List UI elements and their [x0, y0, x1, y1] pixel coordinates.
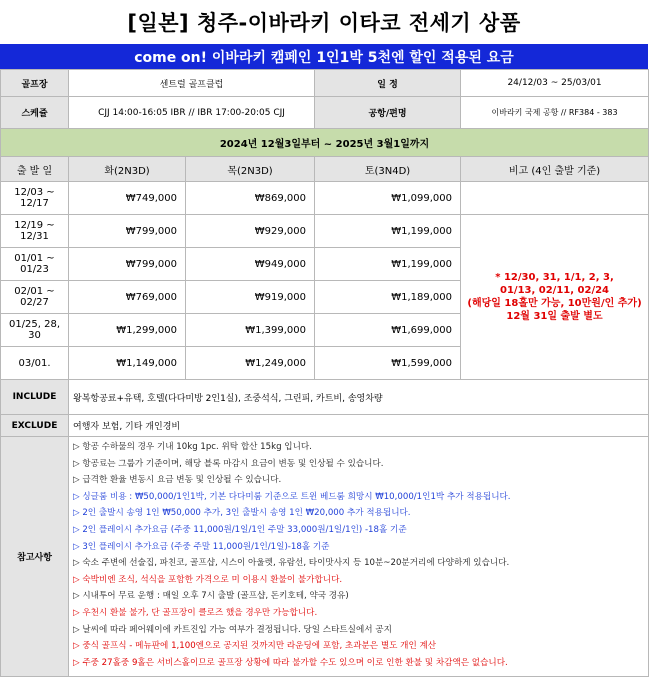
- note-item: ▷ 2인 출발시 송영 1인 ₩50,000 추가, 3인 출발시 송영 1인 ₩20,000 추가 적용됩니다.: [73, 508, 411, 519]
- remark-empty: [461, 182, 649, 215]
- price-thu: ₩869,000: [186, 182, 315, 215]
- price-tue: ₩749,000: [69, 182, 186, 215]
- note-item: ▷ 숙박비엔 조식, 석식을 포함한 가격으로 미 이용시 환불이 불가합니다.: [73, 574, 343, 585]
- include-value: 왕복항공료+유택, 호텔(다다미방 2인1실), 조중석식, 그린피, 카트비, 송영차량: [69, 380, 649, 415]
- price-tue: ₩799,000: [69, 248, 186, 281]
- include-label: INCLUDE: [1, 380, 69, 415]
- note-item: ▷ 싱글룸 비용 : ₩50,000/1인1박, 기본 다다미룸 기준으로 트윈 베드룸 희망시 ₩10,000/1인1박 추가 적용됩니다.: [73, 491, 511, 502]
- notes-label: 참고사항: [1, 437, 69, 677]
- note-item: ▷ 항공료는 그룹가 기준이며, 해당 블록 마감시 요금이 변동 및 인상될 수 있습니다.: [73, 458, 384, 469]
- price-thu: ₩929,000: [186, 215, 315, 248]
- remark-line: 01/13, 02/11, 02/24: [500, 285, 610, 296]
- exclude-label: EXCLUDE: [1, 415, 69, 437]
- row-date: 03/01.: [1, 347, 69, 380]
- price-tue: ₩769,000: [69, 281, 186, 314]
- row-date: 12/19 ~ 12/31: [1, 215, 69, 248]
- price-sat: ₩1,699,000: [315, 314, 461, 347]
- row-date: 02/01 ~ 02/27: [1, 281, 69, 314]
- price-sat: ₩1,199,000: [315, 215, 461, 248]
- note-item: ▷ 2인 플레이시 추가요금 (주중 11,000원/1일/1인 주말 33,000원/1일/1인) -18홀 기준: [73, 524, 407, 535]
- col-header-sat: 토(3N4D): [315, 157, 461, 182]
- remark-line: (해당일 18홀만 가능, 10만원/인 추가): [467, 298, 642, 309]
- product-table: [0, 69, 649, 677]
- schedule-date-value: 24/12/03 ~ 25/03/01: [461, 70, 649, 97]
- col-header-tue: 화(2N3D): [69, 157, 186, 182]
- page-title: [일본] 청주-이바라키 이타코 전세기 상품: [127, 11, 521, 35]
- col-header-remark: 비고 (4인 출발 기준): [461, 157, 649, 182]
- price-sat: ₩1,099,000: [315, 182, 461, 215]
- row-date: 01/25, 28, 30: [1, 314, 69, 347]
- remark-line: * 12/30, 31, 1/1, 2, 3,: [495, 272, 614, 283]
- note-item: ▷ 시내투어 무료 운행 : 매일 오후 7시 출발 (골프샵, 돈키호테, 약국 경유): [73, 591, 349, 602]
- note-item: ▷ 중식 골프식 - 메뉴판에 1,100엔으로 공지된 것까지만 라운딩에 포함, 초과분은 별도 개인 계산: [73, 641, 437, 652]
- price-tue: ₩1,149,000: [69, 347, 186, 380]
- price-thu: ₩919,000: [186, 281, 315, 314]
- note-item: ▷ 날씨에 따라 페어웨이에 카트진입 가능 여부가 결정됩니다. 당일 스타트실에서 공지: [73, 624, 392, 635]
- remark-line: 12월 31일 출발 별도: [506, 311, 603, 322]
- price-tue: ₩1,299,000: [69, 314, 186, 347]
- note-item: ▷ 우천시 환불 불가, 단 골프장이 클로즈 했을 경우만 가능합니다.: [73, 607, 318, 618]
- exclude-value: 여행자 보험, 기타 개인경비: [69, 415, 649, 437]
- price-row: [1, 182, 649, 215]
- airport-value: 이바라키 국제 공항 // RF384 - 383: [461, 97, 649, 129]
- price-tue: ₩799,000: [69, 215, 186, 248]
- note-item: ▷ 항공 수하물의 경우 기내 10kg 1pc. 위탁 합산 15kg 입니다.: [73, 442, 312, 452]
- price-sat: ₩1,599,000: [315, 347, 461, 380]
- notes-list: [69, 437, 649, 677]
- validity-period: 2024년 12월3일부터 ~ 2025년 3월1일까지: [1, 129, 649, 157]
- note-item: ▷ 급격한 환율 변동시 요금 변동 및 인상될 수 있습니다.: [73, 475, 282, 486]
- price-thu: ₩949,000: [186, 248, 315, 281]
- price-sat: ₩1,199,000: [315, 248, 461, 281]
- price-thu: ₩1,249,000: [186, 347, 315, 380]
- golf-course-value: 센트럴 골프클럽: [69, 70, 315, 97]
- price-row: [1, 215, 649, 248]
- note-item: ▷ 3인 플레이시 추가요금 (주중 주말 11,000원/1인/1일)-18홀 기준: [73, 541, 330, 552]
- remark-note: [461, 215, 649, 380]
- col-header-date: 출 발 일: [1, 157, 69, 182]
- note-item: ▷ 숙소 주변에 선술집, 파친코, 골프샵, 시스이 아울렛, 유람선, 타이맛사지 등 10분~20분거리에 다양하게 있습니다.: [73, 558, 510, 569]
- col-header-thu: 목(2N3D): [186, 157, 315, 182]
- golf-course-label: 골프장: [1, 70, 69, 97]
- price-thu: ₩1,399,000: [186, 314, 315, 347]
- airport-label: 공항/편명: [315, 97, 461, 129]
- price-sat: ₩1,189,000: [315, 281, 461, 314]
- row-date: 12/03 ~ 12/17: [1, 182, 69, 215]
- flight-schedule-value: CJJ 14:00-16:05 IBR // IBR 17:00-20:05 CJJ: [69, 97, 315, 129]
- schedule-date-label: 일 정: [315, 70, 461, 97]
- note-item: ▷ 주중 27홀중 9홀은 서비스홀이므로 골프장 상황에 따라 불가할 수도 있으며 이로 인한 환불 및 차감액은 없습니다.: [73, 657, 508, 668]
- campaign-banner: come on! 이바라키 캠페인 1인1박 5천엔 할인 적용된 요금: [0, 44, 648, 69]
- row-date: 01/01 ~ 01/23: [1, 248, 69, 281]
- flight-schedule-label: 스케쥴: [1, 97, 69, 129]
